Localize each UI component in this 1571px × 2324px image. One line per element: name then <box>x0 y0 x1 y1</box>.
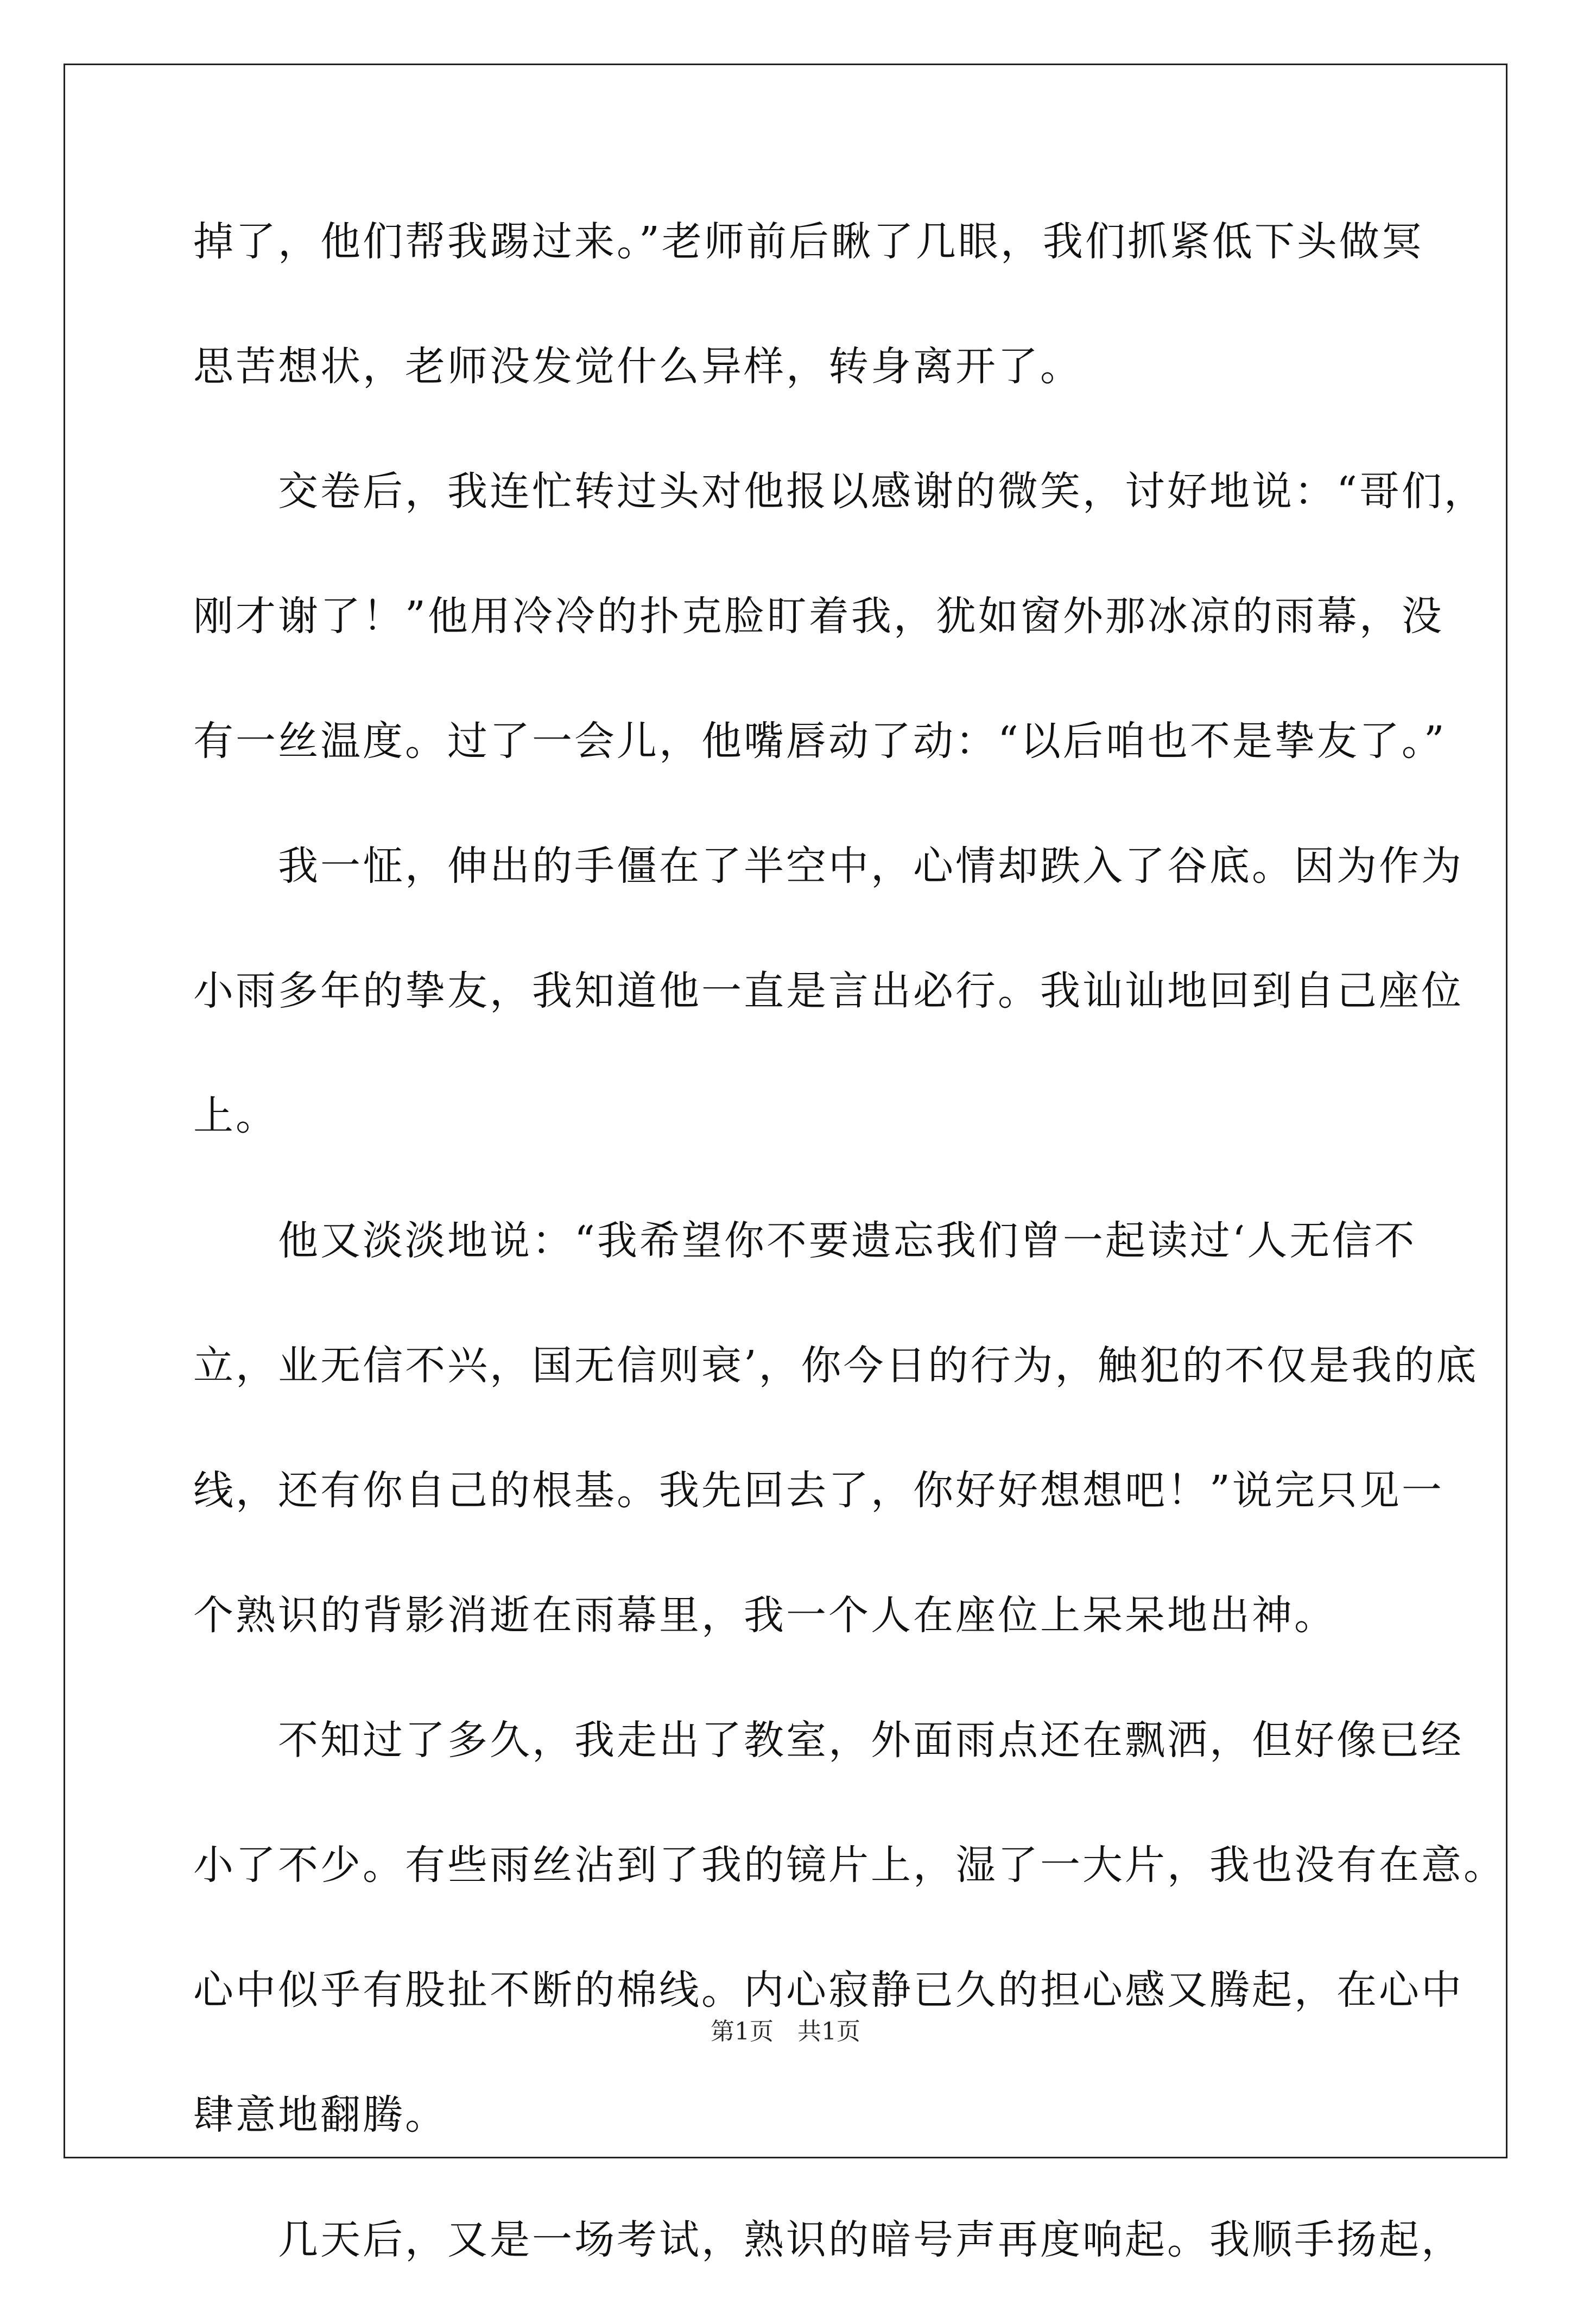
text-line: 不知过了多久，我走出了教室，外面雨点还在飘洒，但好像已经 <box>193 1717 1464 1764</box>
text-line: 小雨多年的挚友，我知道他一直是言出必行。我讪讪地回到自己座位 <box>193 968 1464 1014</box>
text-line: 线，还有你自己的根基。我先回去了，你好好想想吧！”说完只见一 <box>193 1467 1444 1514</box>
text-line: 思苦想状，老师没发觉什么异样，转身离开了。 <box>193 343 1082 390</box>
text-line: 几天后，又是一场考试，熟识的暗号声再度响起。我顺手扬起， <box>193 2216 1464 2263</box>
text-line: 立，业无信不兴，国无信则衰’，你今日的行为，触犯的不仅是我的底 <box>193 1342 1479 1389</box>
text-line: 肆意地翻腾。 <box>193 2092 447 2138</box>
text-line: 小了不少。有些雨丝沾到了我的镜片上，湿了一大片，我也没有在意。 <box>193 1842 1506 1889</box>
text-line: 刚才谢了！”他用冷冷的扑克脸盯着我，犹如窗外那冰凉的雨幕，没 <box>193 593 1444 640</box>
text-line: 上。 <box>193 1092 278 1139</box>
text-line: 交卷后，我连忙转过头对他报以感谢的微笑，讨好地说：“哥们， <box>193 468 1486 515</box>
document-body <box>193 201 1506 2324</box>
text-line: 有一丝温度。过了一会儿，他嘴唇动了动：“以后咱也不是挚友了。” <box>193 718 1447 765</box>
text-line: 我一怔，伸出的手僵在了半空中，心情却跌入了谷底。因为作为 <box>193 843 1464 889</box>
text-line: 个熟识的背影消逝在雨幕里，我一个人在座位上呆呆地出神。 <box>193 1592 1336 1639</box>
page-number-footer: 第1页 共1页 <box>711 2018 860 2045</box>
text-line: 他又淡淡地说：“我希望你不要遗忘我们曾一起读过‘人无信不 <box>193 1217 1417 1264</box>
text-line: 心中似乎有股扯不断的棉线。内心寂静已久的担心感又腾起，在心中 <box>193 1967 1464 2013</box>
text-line: 掉了，他们帮我踢过来。”老师前后瞅了几眼，我们抓紧低下头做冥 <box>193 218 1424 265</box>
